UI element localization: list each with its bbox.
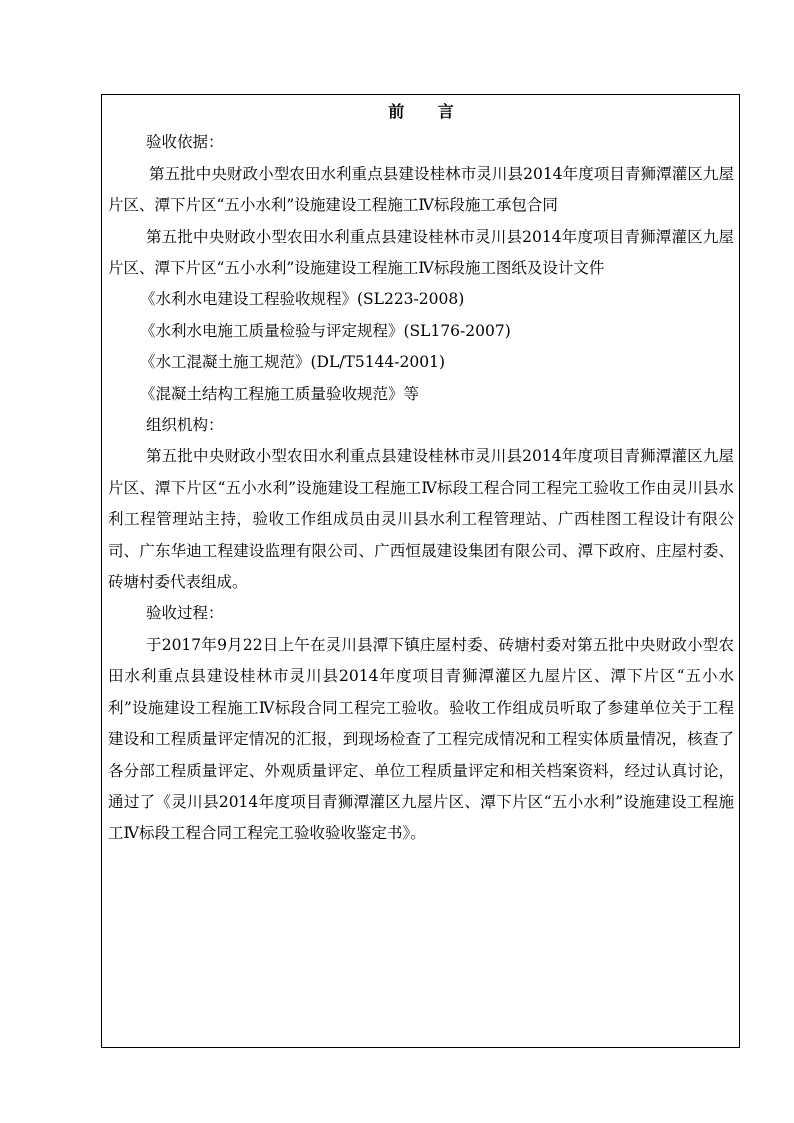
document-body	[108, 96, 734, 850]
process-heading: 验收过程：	[146, 604, 224, 623]
reference-item: 《混凝土结构工程施工质量验收规范》等	[140, 384, 420, 403]
page-title: 前 言	[388, 102, 468, 121]
process-paragraph: 于2017年9月22日上午在灵川县潭下镇庄屋村委、砖塘村委对第五批中央财政小型农田水利重点县建设桂林市灵川县2014年度项目青狮潭灌区九屋片区、潭下片区“五小水利”设施建设工程施工Ⅳ标段合同工程完工验收。验收工作组成员听取了参建单位关于工程建设和工程质量评定情况的汇报，到现场检查了工程完成情况和工程实体质量情况，核查了各分部工程质量评定、外观质量评定、单位工程质量评定和相关档案资料，经过认真讨论，通过了《灵川县2014年度项目青狮潭灌区九屋片区、潭下片区“五小水利”设施建设工程施工Ⅳ标段工程合同工程完工验收验收鉴定书》。	[108, 635, 734, 843]
reference-item: 《水利水电建设工程验收规程》(SL223-2008)	[140, 290, 465, 309]
basis-heading: 验收依据：	[146, 133, 224, 152]
basis-paragraph-drawings: 第五批中央财政小型农田水利重点县建设桂林市灵川县2014年度项目青狮潭灌区九屋片区、潭下片区“五小水利”设施建设工程施工Ⅳ标段施工图纸及设计文件	[108, 227, 734, 278]
reference-item: 《水工混凝土施工规范》(DL/T5144-2001)	[140, 353, 446, 372]
basis-paragraph-contract: 第五批中央财政小型农田水利重点县建设桂林市灵川县2014年度项目青狮潭灌区九屋片区、潭下片区“五小水利”设施建设工程施工Ⅳ标段施工承包合同	[108, 164, 734, 215]
reference-item: 《水利水电施工质量检验与评定规程》(SL176-2007)	[140, 321, 511, 340]
organization-heading: 组织机构：	[146, 416, 224, 435]
organization-paragraph: 第五批中央财政小型农田水利重点县建设桂林市灵川县2014年度项目青狮潭灌区九屋片区、潭下片区“五小水利”设施建设工程施工Ⅳ标段工程合同工程完工验收工作由灵川县水利工程管理站主持，验收工作组成员由灵川县水利工程管理站、广西桂图工程设计有限公司、广东华迪工程建设监理有限公司、广西恒晟建设集团有限公司、潭下政府、庄屋村委、砖塘村委代表组成。	[108, 447, 734, 592]
